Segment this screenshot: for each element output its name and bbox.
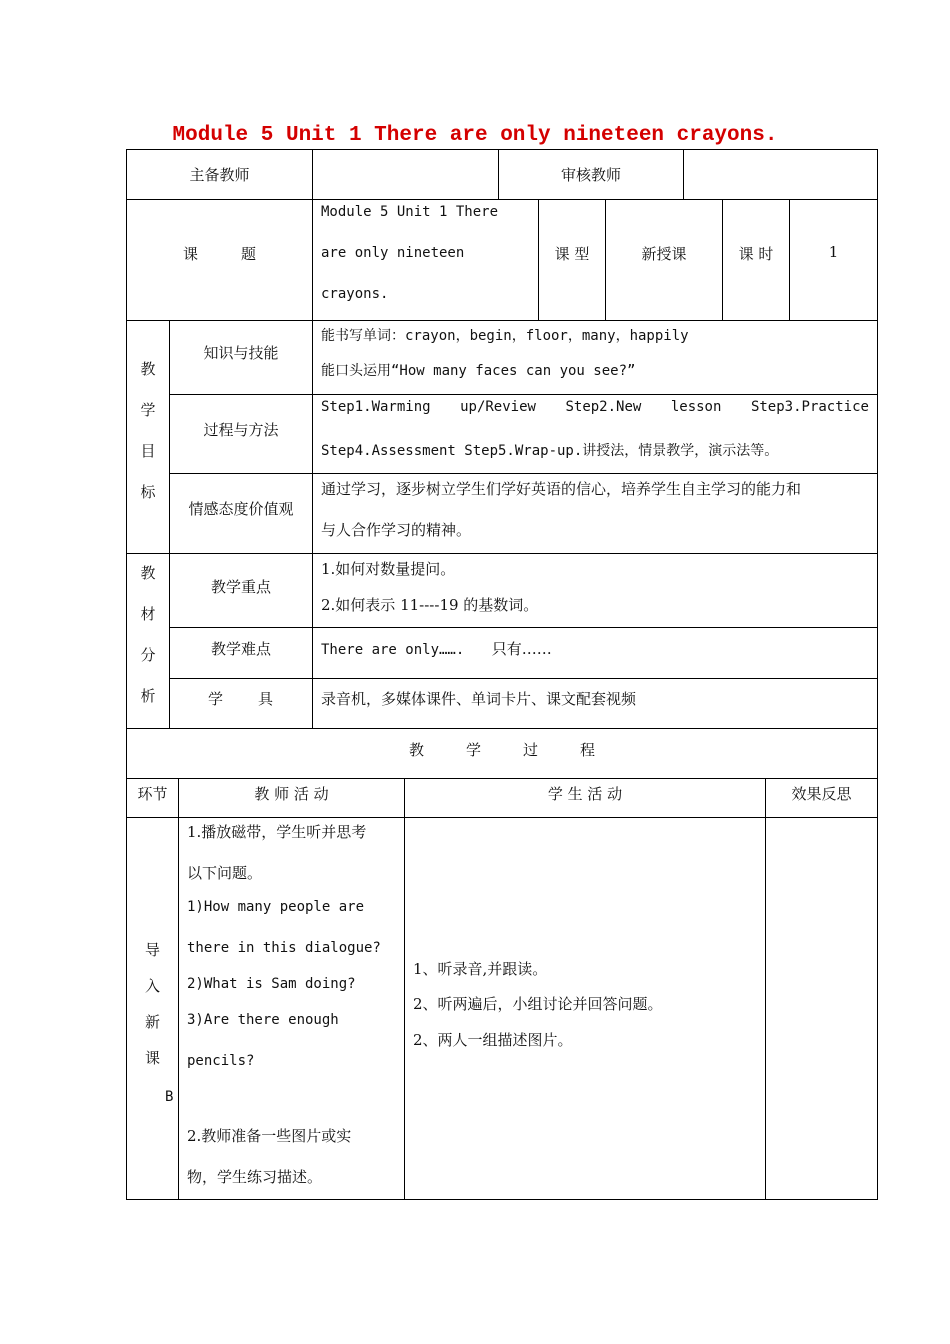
lesson-type-label: 课 型 — [554, 245, 590, 263]
key-points-label: 教学重点 — [210, 578, 271, 596]
column-student-activity: 学 生 活 动 — [547, 785, 623, 803]
column-teacher-activity: 教 师 活 动 — [254, 785, 329, 803]
difficulty-value: There are only……. 只有…… — [321, 640, 552, 658]
student-line-1: 1、听录音,并跟读。 — [413, 960, 548, 978]
topic-line-3: crayons. — [321, 286, 389, 302]
stage-label: 导 入 新 课 — [144, 941, 160, 1067]
column-stage: 环节 — [137, 785, 168, 803]
knowledge-skills-label: 知识与技能 — [203, 344, 279, 362]
topic-label-2: 题 — [241, 245, 257, 263]
teacher-line-8: 2.教师准备一些图片或实 — [187, 1127, 352, 1145]
key-point-2: 2.如何表示 11----19 的基数词。 — [321, 596, 539, 614]
teacher-line-7: pencils? — [187, 1053, 255, 1069]
teacher-line-6: 3)Are there enough — [187, 1012, 339, 1028]
knowledge-line-1: 能书写单词：crayon，begin，floor，many，happily — [321, 328, 689, 344]
process-methods-label: 过程与方法 — [203, 421, 279, 439]
teacher-line-5: 2)What is Sam doing? — [187, 976, 356, 992]
main-teacher-label: 主备教师 — [189, 166, 250, 184]
teacher-line-9: 物，学生练习描述。 — [187, 1168, 323, 1186]
student-line-2: 2、听两遍后，小组讨论并回答问题。 — [413, 995, 663, 1013]
period-value: 1 — [828, 243, 839, 261]
student-line-3: 2、两人一组描述图片。 — [413, 1031, 573, 1049]
emotion-line-1: 通过学习，逐步树立学生们学好英语的信心，培养学生自主学习的能力和 — [321, 480, 802, 498]
teacher-line-1: 1.播放磁带，学生听并思考 — [187, 823, 367, 841]
tools-label-1: 学 — [208, 690, 224, 708]
topic-line-2: are only nineteen — [321, 245, 465, 261]
material-analysis-side-label: 教 材 分 析 — [140, 564, 156, 705]
topic-line-1: Module 5 Unit 1 There — [321, 204, 499, 220]
key-point-1: 1.如何对数量提问。 — [321, 560, 456, 578]
document-title: Module 5 Unit 1 There are only nineteen crayons. — [172, 124, 778, 147]
teacher-line-4: there in this dialogue? — [187, 940, 381, 956]
tools-label-2: 具 — [258, 690, 274, 708]
review-teacher-label: 审核教师 — [560, 166, 621, 184]
period-label: 课 时 — [738, 245, 774, 263]
lesson-type-value: 新授课 — [641, 245, 687, 263]
process-line-2: Step4.Assessment Step5.Wrap-up.讲授法，情景教学，演示法等。 — [321, 443, 779, 459]
teacher-line-3: 1)How many people are — [187, 899, 365, 915]
tools-value: 录音机，多媒体课件、单词卡片、课文配套视频 — [321, 690, 637, 708]
teaching-goals-side-label: 教 学 目 标 — [140, 360, 156, 501]
emotion-values-label: 情感态度价值观 — [188, 500, 294, 518]
process-line-1: Step1.Warming up/Review Step2.New lesson Step3.Practice — [321, 399, 869, 415]
knowledge-line-2: 能口头运用“How many faces can you see?” — [321, 363, 636, 379]
topic-label-1: 课 — [183, 245, 199, 263]
stage-suffix: B — [165, 1089, 174, 1105]
teaching-process-heading: 教 学 过 程 — [408, 741, 596, 759]
difficulty-label: 教学难点 — [210, 640, 271, 658]
column-reflection: 效果反思 — [791, 785, 852, 803]
teacher-line-2: 以下问题。 — [187, 864, 263, 882]
emotion-line-2: 与人合作学习的精神。 — [321, 521, 472, 539]
